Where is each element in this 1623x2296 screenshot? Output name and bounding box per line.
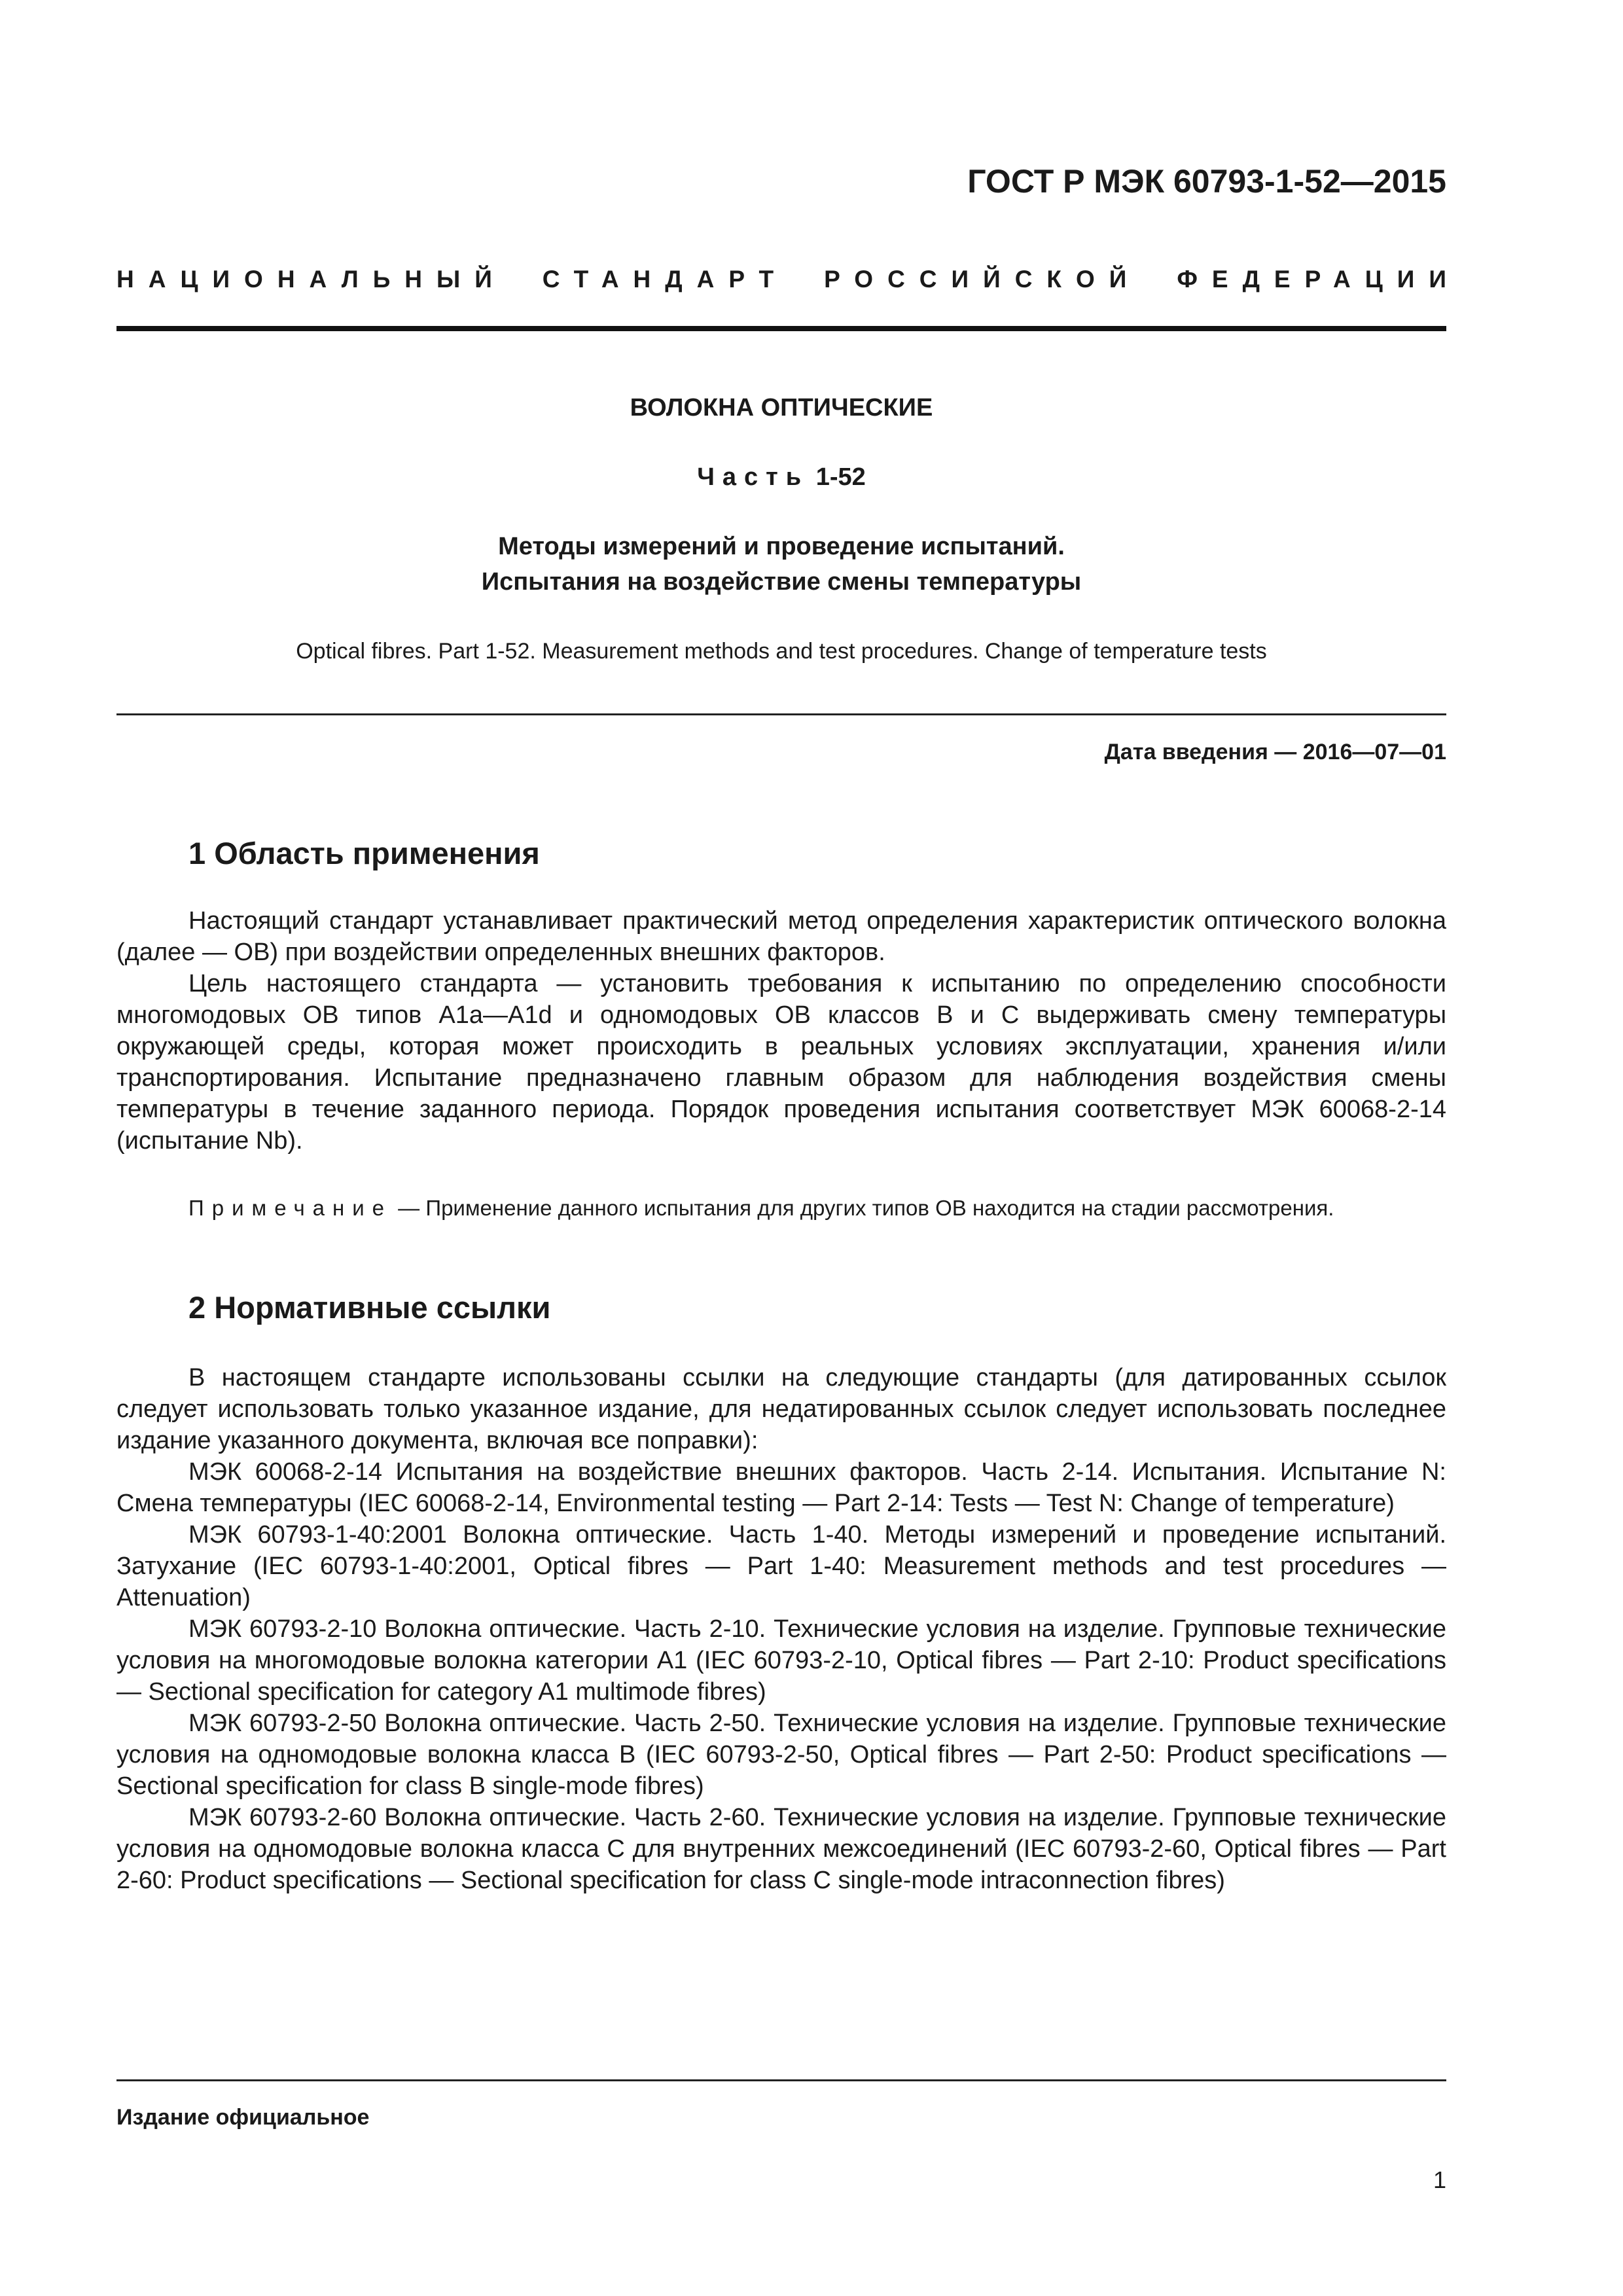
- national-title-word: НАЦИОНАЛЬНЫЙ: [116, 266, 507, 293]
- document-subtitle: [116, 529, 1446, 600]
- reference-entry: МЭК 60068-2-14 Испытания на воздействие внешних факторов. Часть 2-14. Испытания. Испытание N: Смена температуры (IEC 60068-2-14, Environmental testing — Part 2-14: Tests — Test N: Change of temperature): [116, 1458, 1446, 1517]
- subtitle-line: Методы измерений и проведение испытаний.: [498, 533, 1065, 560]
- paragraph: Настоящий стандарт устанавливает практический метод определения характеристик оптического волокна (далее — ОВ) при воздействии определенных внешних факторов.: [116, 907, 1446, 966]
- national-title-word: РОССИЙСКОЙ: [824, 266, 1141, 293]
- part-label: Часть: [697, 463, 810, 491]
- footer-divider: [116, 2079, 1446, 2081]
- note-label: Примечание: [188, 1196, 393, 1220]
- document-number: ГОСТ Р МЭК 60793-1-52—2015: [967, 163, 1446, 200]
- subtitle-line: Испытания на воздействие смены температуры: [481, 568, 1082, 596]
- section-heading-normative-references: 2 Нормативные ссылки: [188, 1290, 551, 1325]
- national-standard-title: [116, 266, 1461, 305]
- reference-entry: МЭК 60793-2-50 Волокна оптические. Часть 2-50. Технические условия на изделие. Групповые технические условия на одномодовые волокна класса В (IEC 60793-2-50, Optical fibres — Part 2-50: Product specifications — Sectional specification for class B single-mode fibres): [116, 1710, 1446, 1800]
- section-scope-body: [116, 905, 1446, 1157]
- introduction-date: Дата введения — 2016—07—01: [1104, 740, 1446, 764]
- document-page: [116, 0, 1461, 2296]
- national-title-word: СТАНДАРТ: [542, 266, 789, 293]
- national-title-word: ФЕДЕРАЦИИ: [1177, 266, 1461, 293]
- header-divider: [116, 326, 1446, 331]
- note-text: — Применение данного испытания для других типов ОВ находится на стадии рассмотрения.: [392, 1196, 1334, 1220]
- reference-entry: МЭК 60793-2-60 Волокна оптические. Часть 2-60. Технические условия на изделие. Групповые технические условия на одномодовые волокна класса С для внутренних межсоединений (IEC 60793-2-60, Optical fibres — Part 2-60: Product specifications — Sectional specification for class C single-mode intraconnection fibres): [116, 1804, 1446, 1894]
- part-title: [116, 463, 1446, 492]
- product-title: ВОЛОКНА ОПТИЧЕСКИЕ: [630, 394, 933, 422]
- reference-entry: МЭК 60793-1-40:2001 Волокна оптические. Часть 1-40. Методы измерений и проведение испытаний. Затухание (IEC 60793-1-40:2001, Optical fibres — Part 1-40: Measurement methods and test procedures — Attenuation): [116, 1521, 1446, 1611]
- paragraph: Цель настоящего стандарта — установить требования к испытанию по определению способности многомодовых ОВ типов А1а—А1d и одномодовых ОВ классов В и С выдерживать смену температуры окружающей среды, которая может происходить в реальных условиях эксплуатации, хранения и/или транспортирования. Испытание предназначено главным образом для наблюдения воздействия смены температуры в течение заданного периода. Порядок проведения испытания соответствует МЭК 60068-2-14 (испытание Nb).: [116, 970, 1446, 1155]
- section-references-body: [116, 1362, 1446, 1896]
- part-number: 1-52: [815, 463, 866, 491]
- paragraph: В настоящем стандарте использованы ссылки на следующие стандарты (для датированных ссылок следует использовать только указанное издание, для недатированных ссылок следует использовать последнее издание указанного документа, включая все поправки):: [116, 1364, 1446, 1454]
- note: [116, 1194, 1446, 1223]
- title-divider: [116, 713, 1446, 715]
- section-heading-scope: 1 Область применения: [188, 836, 540, 870]
- english-title: Optical fibres. Part 1-52. Measurement methods and test procedures. Change of temperature tests: [296, 639, 1267, 664]
- official-edition-label: Издание официальное: [116, 2105, 370, 2130]
- reference-entry: МЭК 60793-2-10 Волокна оптические. Часть 2-10. Технические условия на изделие. Групповые технические условия на многомодовые волокна категории А1 (IEC 60793-2-10, Optical fibres — Part 2-10: Product specifications — Sectional specification for category A1 multimode fibres): [116, 1615, 1446, 1706]
- page-number: 1: [1433, 2166, 1446, 2193]
